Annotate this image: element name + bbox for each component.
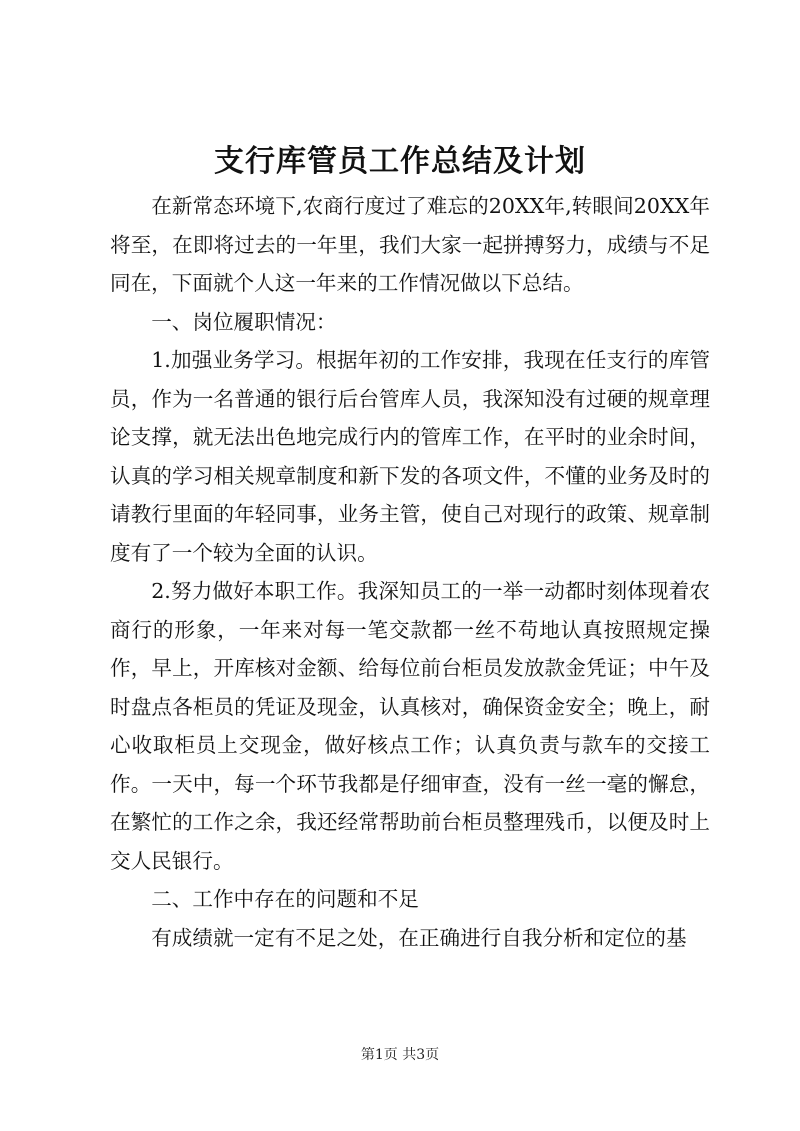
section-heading-2: 二、工作中存在的问题和不足 bbox=[151, 887, 419, 911]
paragraph-intro: 在新常态环境下,农商行度过了难忘的20XX年,转眼间20XX年将至，在即将过去的一年里，我们大家一起拼搏努力，成绩与不足同在，下面就个人这一年来的工作情况做以下总结。 bbox=[110, 194, 710, 295]
page-footer: 第1页 共3页 bbox=[360, 1047, 440, 1063]
section-heading-1: 一、岗位履职情况： bbox=[151, 309, 337, 334]
document-body bbox=[110, 187, 710, 957]
document-title: 支行库管员工作总结及计划 bbox=[214, 144, 586, 179]
paragraph-item-1: 1.加强业务学习。根据年初的工作安排，我现在任支行的库管员，作为一名普通的银行后台管库人员，我深知没有过硬的规章理论支撑，就无法出色地完成行内的管库工作，在平时的业余时间，认真的学习相关规章制度和新下发的各项文件，不懂的业务及时的请教行里面的年轻同事，业务主管，使自己对现行的政策、规章制度有了一个较为全面的认识。 bbox=[110, 348, 710, 565]
paragraph-item-2: 2.努力做好本职工作。我深知员工的一举一动都时刻体现着农商行的形象，一年来对每一笔交款都一丝不苟地认真按照规定操作，早上，开库核对金额、给每位前台柜员发放款金凭证；中午及时盘点各柜员的凭证及现金，认真核对，确保资金安全；晚上，耐心收取柜员上交现金，做好核点工作；认真负责与款车的交接工作。一天中，每一个环节我都是仔细审查，没有一丝一毫的懈怠，在繁忙的工作之余，我还经常帮助前台柜员整理残币，以便及时上交人民银行。 bbox=[110, 579, 710, 873]
paragraph-continuation: 有成绩就一定有不足之处，在正确进行自我分析和定位的基 bbox=[151, 925, 687, 950]
